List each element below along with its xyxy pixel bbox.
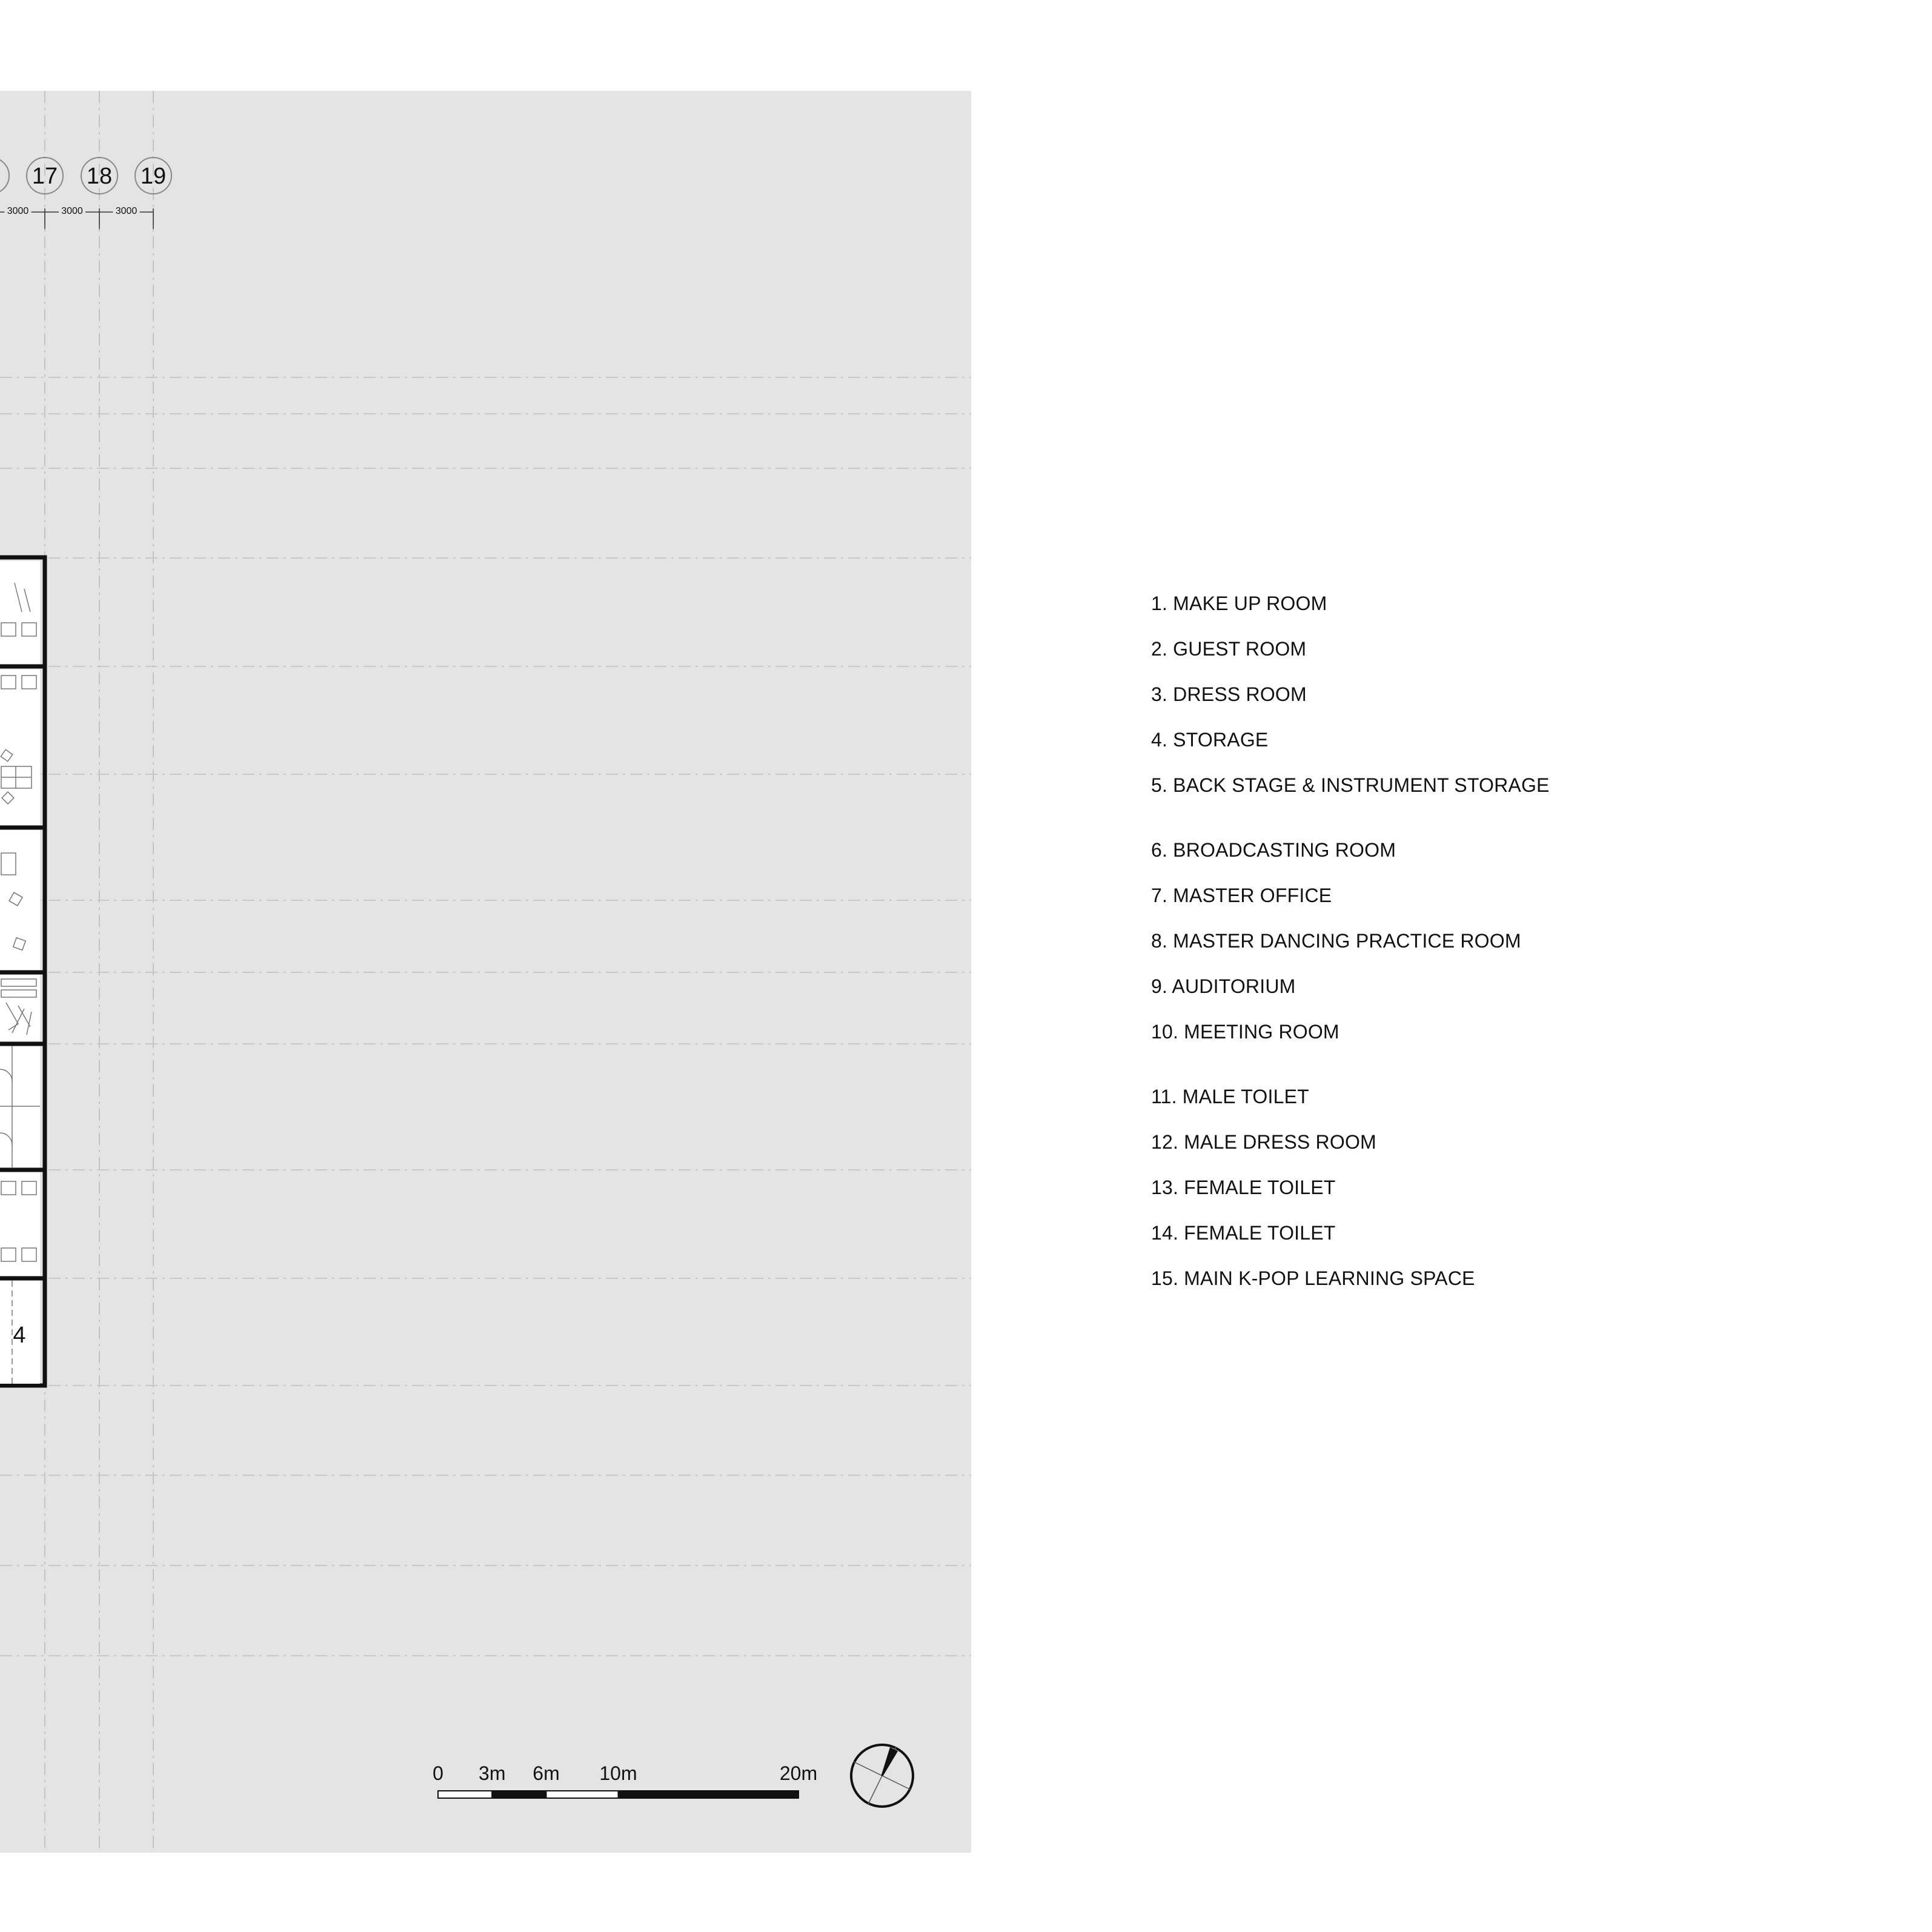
legend-item: 13. FEMALE TOILET xyxy=(1151,1177,1336,1198)
horizontal-grid-lines xyxy=(0,377,971,1656)
dimension-label: 3000 xyxy=(7,206,29,216)
legend-item: 15. MAIN K-POP LEARNING SPACE xyxy=(1151,1267,1475,1289)
grid-bubble-label: 18 xyxy=(86,164,113,189)
scale-bar-label: 6m xyxy=(533,1762,560,1784)
legend-item: 3. DRESS ROOM xyxy=(1151,683,1307,705)
scale-bar-segment xyxy=(546,1791,619,1798)
legend-item: 7. MASTER OFFICE xyxy=(1151,885,1332,906)
vertical-grid-lines xyxy=(45,91,153,1853)
legend-group xyxy=(1151,1087,1848,1288)
room-interior xyxy=(0,1046,40,1167)
grid-bubble-19 xyxy=(135,158,171,194)
legend-item: 14. FEMALE TOILET xyxy=(1151,1222,1336,1244)
scale-bar-label: 3m xyxy=(479,1762,506,1784)
room-legend xyxy=(1151,594,1848,1333)
grid-bubble-circle xyxy=(0,158,9,194)
scale-bar-segment xyxy=(438,1791,492,1798)
legend-group xyxy=(1151,840,1848,1041)
scale-bar-segment xyxy=(619,1791,799,1798)
north-arrow-icon xyxy=(851,1745,913,1807)
legend-item: 11. MALE TOILET xyxy=(1151,1086,1309,1107)
room-interior xyxy=(0,1172,40,1276)
legend-item: 9. AUDITORIUM xyxy=(1151,975,1296,997)
dimension-label: 3000 xyxy=(61,206,83,216)
dimension-string xyxy=(0,206,153,229)
legend-item: 10. MEETING ROOM xyxy=(1151,1021,1339,1043)
legend-item: 5. BACK STAGE & INSTRUMENT STORAGE xyxy=(1151,774,1550,796)
floor-plan-panel xyxy=(0,91,971,1853)
dimension-label: 3000 xyxy=(115,206,138,216)
legend-item: 12. MALE DRESS ROOM xyxy=(1151,1131,1376,1153)
legend-item: 6. BROADCASTING ROOM xyxy=(1151,839,1396,861)
grid-bubble-label: 19 xyxy=(140,164,167,189)
grid-bubble-18 xyxy=(81,158,118,194)
legend-item: 4. STORAGE xyxy=(1151,729,1269,751)
grid-bubble-17 xyxy=(27,158,63,194)
floor-plan-drawing xyxy=(0,91,971,1853)
scale-bar-label: 10m xyxy=(599,1762,637,1784)
grid-bubble-label: 17 xyxy=(32,164,58,189)
scale-bar-segment xyxy=(492,1791,546,1798)
legend-item: 1. MAKE UP ROOM xyxy=(1151,593,1327,614)
scale-bar xyxy=(433,1762,817,1798)
grid-bubble-6 xyxy=(0,158,9,194)
scale-bar-label: 20m xyxy=(779,1762,818,1784)
north-arrow-pointer xyxy=(882,1748,897,1776)
room-number-tag: 4 xyxy=(13,1323,26,1348)
legend-item: 2. GUEST ROOM xyxy=(1151,638,1307,660)
room-interior xyxy=(0,561,40,664)
scale-bar-label: 0 xyxy=(433,1762,443,1784)
legend-group xyxy=(1151,594,1848,795)
legend-item: 8. MASTER DANCING PRACTICE ROOM xyxy=(1151,930,1521,952)
grid-axis-bubbles xyxy=(0,158,171,194)
